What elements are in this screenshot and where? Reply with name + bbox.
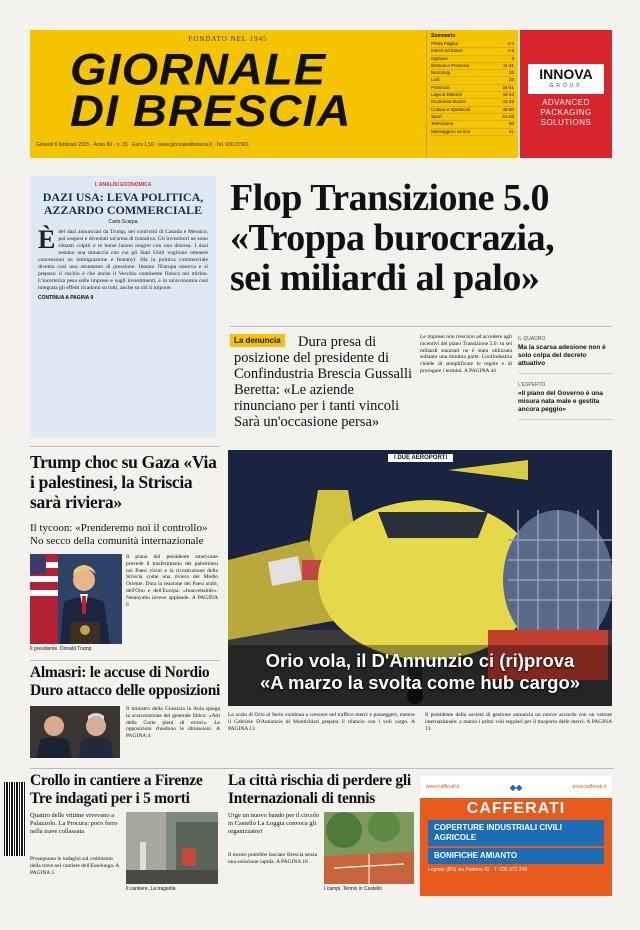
side-item[interactable] [518,382,612,420]
almasri-body: Il ministro della Giustizia in Aula spiega la scarcerazione del generale libico: «Atti della Corte pieni di errori». Le opposizioni chiedono le dimissioni. A PAGINA 4 [126,706,220,740]
crollo-headline[interactable]: Crollo in cantiere a Firenze Tre indagati per i 5 morti [30,772,203,807]
summary-row-label: Televisione [431,121,454,127]
tennis-summary: Urge un nuovo bando per il circolo in Castello La Loggia convoca gli organizzatori [228,812,320,835]
cafferati-ad[interactable] [420,776,612,896]
divider [230,326,612,327]
main-headline-line-2: «Troppa burocrazia, [230,217,555,259]
summary-row-page: 51-58 [502,113,514,119]
newspaper-logo[interactable] [70,43,400,136]
almasri-headline[interactable]: Almasri: le accuse di Nordio Duro attacco delle opposizioni [30,664,221,699]
denuncia-body: Le imprese non riescono ad accedere agli incentivi del piano Transizione 5.0: su sei miliardi stanziati ne è stata utilizzata soltanto una minima parte. Confindustria chiede di semplificare le regole e di prorogare i termini. A PAGINA 44 [420,334,512,374]
cafferati-name: CAFFERATI [466,800,566,817]
cafferati-footer: Lograto (BS) via Padana 42 · T. 030 973 245 [428,867,528,873]
summary-row[interactable] [431,70,514,77]
innova-group: GROUP [549,83,583,89]
editorial-author: Carlo Scarpa [108,219,138,225]
summary-box [426,30,518,158]
crollo-photo[interactable] [126,812,218,884]
cafferati-line-1: COPERTURE INDUSTRIALI CIVILI AGRICOLE [428,820,604,846]
trump-headline[interactable]: Trump choc su Gaza «Via i palestinesi, la Striscia sarà riviera» [30,452,217,512]
tennis-body: Il torneo potrebbe lasciare Brescia senza una soluzione rapida. A PAGINA 18 [228,852,318,865]
summary-row[interactable] [431,99,514,106]
plane-body [228,712,612,732]
founded-line: FONDATO NEL 1945 [188,35,268,43]
crollo-body: Proseguono le indagini sul cedimento della trave nel cantiere dell'Esselunga. A PAGINA 5 [30,856,119,876]
trump-subhead: Il tycoon: «Prenderemo noi il controllo» No secco della comunità internazionale [30,522,208,547]
summary-row-page: 4-9 [507,48,514,54]
tennis-photo[interactable] [324,812,414,884]
summary-row-label: Lodi [431,77,440,83]
summary-row-page: 46-50 [502,106,514,112]
summary-row[interactable] [431,85,514,92]
summary-row-label: Brescia e Provincia [431,62,470,68]
trump-caption: Il presidente. Donald Trump [30,646,92,652]
summary-row[interactable] [431,41,514,48]
plane-body-col: Lo scalo di Orio al Serio continua a crescere nel traffico merci e passeggeri, mentre il Gabriele D'Annunzio di Montichiari prepara il rilancio con i voli cargo. A PAGINA 13 [228,712,415,732]
main-headline[interactable] [230,178,612,298]
editorial-box[interactable] [30,176,216,438]
cafferati-header [420,776,612,798]
summary-row[interactable] [431,114,514,121]
nordio-photo[interactable] [30,706,120,758]
summary-row[interactable] [431,107,514,114]
innova-logo [528,64,604,94]
plane-body-col: Il presidente della società di gestione annuncia un nuovo accordo con un vettore internazionale: a marzo i primi voli regolari per il trasporto delle merci. A PAGINA 13 [425,712,612,732]
summary-row-page: 32 [508,70,514,76]
edition-info: Giovedì 6 febbraio 2025 · Anno 80 · n. 35 · Euro 1,50 · www.giornaledibrescia.it · Tel. 030.37901 [36,142,250,148]
summary-row-page: 2-3 [507,41,514,46]
summary-row[interactable] [431,77,514,84]
editorial-continued: CONTINUA A PAGINA 9 [38,295,94,301]
summary-row[interactable] [431,92,514,99]
summary-row-label: Sport [431,113,442,119]
editorial-dropcap: È [38,225,56,254]
summary-row-label: Economia Stocks [431,99,466,105]
summary-row-page: 44-45 [502,99,514,105]
summary-row[interactable] [431,56,514,63]
plane-headline[interactable] [228,650,612,694]
main-headline-line-3: sei miliardi al palo» [230,257,540,299]
trump-photo[interactable] [30,554,122,644]
editorial-kicker: L'ANALISI ECONOMICA [94,182,152,188]
tennis-caption: I campi. Tennis in Castello [324,886,382,892]
side-item[interactable] [518,336,612,374]
summary-row-page: 33 [508,77,514,83]
logo-line-2: DI BRESCIA [70,85,352,136]
plane-headline-line-1: Orio vola, il D'Annunzio ci (ri)prova [265,650,575,671]
summary-row-page: 60 [508,121,514,127]
side-text: Ma la scarsa adesione non è solo colpa del decreto attuativo [518,344,612,374]
editorial-body: dei dazi annunciati da Trump, nei confronti di Canada e Messico, poi sospesi e diventati un'arma di trattativa. Gli investitori ne sono rimasti colpiti e le borse hanno reagito con una discesa. I dazi restano una minaccia con cui gli Stati Uniti vogliono ottenere concessioni su immigrazione e fentanyl. Ma la politica commerciale diventa così uno strumento di pressione. Intanto l'Europa osserva e si prepara: il rischio è che anche il Vecchio continente finisca nel mirino. L'incertezza pesa sulle imprese e sugli investimenti, e in un'economia così integrata gli effetti ricadono su tutti, anche su chi li impone. [38,229,208,291]
side-label: IL QUADRO [518,336,546,342]
side-column [518,336,612,428]
summary-row[interactable] [431,129,514,136]
summary-row-page: 61 [508,128,514,134]
editorial-text [38,225,208,292]
innova-name: INNOVA [539,66,593,82]
summary-row[interactable] [431,48,514,55]
summary-row[interactable] [431,63,514,70]
summary-title: Sommario [431,33,456,39]
crollo-summary: Quattro delle vittime vivevano a Palazzolo. La Procura: poco ferro nella trave collassata [30,812,118,835]
side-text: «Il piano del Governo è una misura nata male e gestita ancora peggio» [518,390,612,420]
summary-row-label: Interni ed Esteri [431,48,463,54]
summary-row-page: 11-31 [502,62,514,68]
innova-tagline: ADVANCED PACKAGING SOLUTIONS [540,98,592,127]
logo-line-1: GIORNALE [70,43,327,94]
summary-row-label: Provincia [431,84,450,90]
innova-ad[interactable] [520,30,612,158]
side-label: L'ESPERTO [518,382,546,388]
summary-row-label: Opinioni [431,55,448,61]
cafferati-line-2: BONIFICHE AMIANTO [428,848,604,864]
summary-row-label: Messaggero on line [431,128,471,134]
summary-row-label: Lago & Dintorni [431,92,463,98]
summary-row-page: 34-41 [502,84,514,90]
tennis-headline[interactable]: La città rischia di perdere gli Internazionali di tennis [228,772,411,807]
denuncia-tag: La denuncia [230,334,285,347]
summary-row[interactable] [431,121,514,128]
cafferati-site-right: www.cafferati.it [572,784,606,790]
cafferati-site: www.cafferati.it [426,784,460,790]
denuncia-summary: Dura presa di posizione del presidente di Confindustria Brescia Gussalli Beretta: «Le aziende rinunciano per i tanti vincoli Sarà un'occasione persa» [234,334,413,430]
divider [30,660,220,661]
masthead [30,30,612,160]
plane-headline-line-2: «A marzo la svolta come hub cargo» [259,672,581,693]
main-headline-line-1: Flop Transizione 5.0 [230,177,550,219]
trump-body: Il piano del presidente americano prevede il trasferimento dei palestinesi nei Paesi vicini e la ricostruzione della Striscia come una riviera del Medio Oriente. Dura la reazione dei Paesi arabi, dell'Onu e dell'Europa: «Inaccettabile». Netanyahu invece applaude. A PAGINA 6 [126,554,218,608]
masthead-banner [30,30,426,158]
crollo-caption: Il cantiere. La tragedia [126,886,176,892]
airports-tag: I DUE AEROPORTI [388,454,453,462]
barcode [4,782,26,856]
cafferati-logo-icon: ◆◆ [509,782,523,792]
summary-row-page: 42-43 [502,92,514,98]
summary-row-page: 9 [511,55,514,61]
divider [30,446,220,447]
editorial-title: DAZI USA: LEVA POLITICA, AZZARDO COMMERCIALE [42,190,204,217]
summary-row-label: Prima Pagina [431,41,459,46]
summary-row-label: Cultura e Spettacoli [431,106,471,112]
divider [30,768,614,769]
summary-row-label: Necrologi [431,70,451,76]
